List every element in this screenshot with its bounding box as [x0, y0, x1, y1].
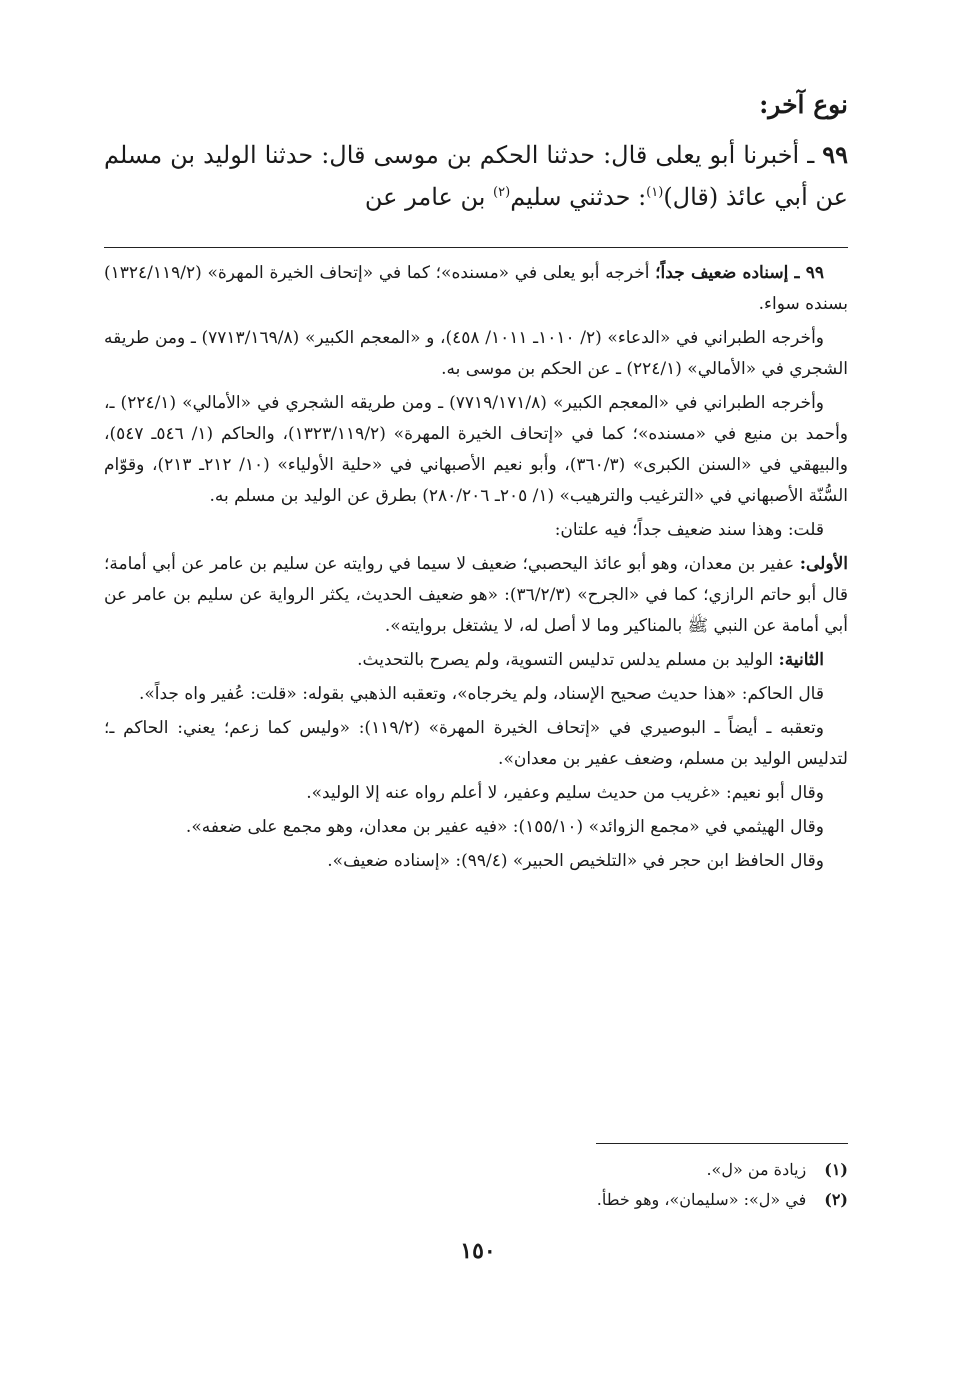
- hadith-number: ٩٩: [822, 140, 848, 169]
- footnote-2-number: (٢): [824, 1190, 848, 1209]
- section-heading: نوع آخر:: [759, 90, 848, 119]
- footnote-1: [104, 1155, 848, 1185]
- first-defect-label: الأولى:: [799, 554, 848, 574]
- hadith-text-part1: ـ أخبرنا أبو يعلى قال: حدثنا الحكم بن موسى قال: حدثنا الوليد بن مسلم عن أبي عائذ (قال): [104, 141, 848, 211]
- footnotes: [104, 1155, 848, 1215]
- page-number: ١٥٠: [460, 1238, 496, 1264]
- commentary-para-4: قلت: وهذا سند ضعيف جداً؛ فيه علتان:: [554, 520, 824, 540]
- commentary-para-1-text: أخرجه أبو يعلى في «مسنده»؛ كما في «إتحاف الخيرة المهرة» (١٣٢٤/١١٩/٢) بسنده سواء.: [104, 263, 848, 314]
- commentary-grade: ٩٩ ـ إسناده ضعيف جداً؛: [655, 263, 824, 283]
- commentary-block: [104, 258, 848, 880]
- commentary-para-6-text: الوليد بن مسلم يدلس تدليس التسوية، ولم يصرح بالتحديث.: [357, 650, 779, 670]
- main-divider: [104, 247, 848, 248]
- commentary-para-9: وقال أبو نعيم: «غريب من حديث سليم وعفير، لا أعلم رواه عنه إلا الوليد».: [306, 783, 824, 803]
- footnote-divider: [596, 1143, 848, 1144]
- footnote-2-text: في «ل»: «سليمان»، وهو خطأ.: [596, 1190, 807, 1209]
- footnote-1-number: (١): [824, 1160, 848, 1179]
- commentary-para-2: وأخرجه الطبراني في «الدعاء» (٢/ ١٠١٠ـ ١٠١١/ ٤٥٨)، و «المعجم الكبير» (٧٧١٣/١٦٩/٨) ـ ومن طريقه الشجري في «الأمالي» (٢٢٤/١) ـ عن الحكم بن موسى به.: [104, 328, 848, 379]
- main-text-block: [104, 84, 848, 218]
- footnote-2: [104, 1185, 848, 1215]
- commentary-para-7: قال الحاكم: «هذا حديث صحيح الإسناد، ولم يخرجاه»، وتعقبه الذهبي بقوله: «قلت: عُفير واه جداً».: [138, 684, 824, 704]
- commentary-para-11: وقال الحافظ ابن حجر في «التلخيص الحبير» (٩٩/٤): «إسناده ضعيف».: [327, 851, 824, 871]
- commentary-para-10: وقال الهيثمي في «مجمع الزوائد» (١٥٥/١٠): «فيه عفير بن معدان، وهو مجمع على ضعفه».: [185, 817, 824, 837]
- commentary-para-5: [104, 549, 848, 642]
- second-defect-label: الثانية:: [778, 650, 824, 670]
- commentary-para-8: وتعقبه ـ أيضاً ـ البوصيري في «إتحاف الخيرة المهرة» (١١٩/٢): «وليس كما زعم؛ يعني: الحاكم ـ؛ لتدليس الوليد بن مسلم، وضعف عفير بن معدان».: [104, 718, 848, 769]
- commentary-para-1: [104, 258, 848, 320]
- commentary-para-5-text: عفير بن معدان، وهو أبو عائذ اليحصبي؛ ضعيف لا سيما في روايته عن سليم بن عامر عن أبي أمامة؛ قال أبو حاتم الرازي؛ كما في «الجرح» (٣٦/٢/٣): «هو ضعيف الحديث، يكثر الرواية عن سليم بن عامر عن أبي أمامة عن النبي ﷺ بالمناكير وما لا أصل له، لا يشتغل بروايته».: [104, 554, 848, 636]
- commentary-para-3: وأخرجه الطبراني في «المعجم الكبير» (٧٧١٩/١٧١/٨) ـ ومن طريقه الشجري في «الأمالي» (٢٢٤/١) ـ، وأحمد بن منيع في «مسنده»؛ كما في «إتحاف الخيرة المهرة» (١٣٢٣/١١٩/٢)، والحاكم (١/ ٥٤٦ـ ٥٤٧)، والبيهقي في «السنن الكبرى» (٣٦٠/٣)، وأبو نعيم الأصبهاني في «حلية الأولياء» (١٠/ ٢١٢ـ ٢١٣)، وقوّام السُّنّة الأصبهاني في «الترغيب والترهيب» (١/ ٢٠٥ـ ٢٨٠/٢٠٦) بطرق عن الوليد بن مسلم به.: [104, 393, 849, 506]
- hadith-text-part3: بن عامر عن: [364, 183, 494, 211]
- hadith-text: [104, 134, 848, 218]
- commentary-para-6: [104, 645, 848, 676]
- footnote-ref-1[interactable]: (١): [646, 185, 664, 200]
- footnote-ref-2[interactable]: (٢): [493, 185, 511, 200]
- footnote-1-text: زيادة من «ل».: [706, 1160, 807, 1179]
- hadith-text-part2: : حدثني سليم: [510, 183, 647, 211]
